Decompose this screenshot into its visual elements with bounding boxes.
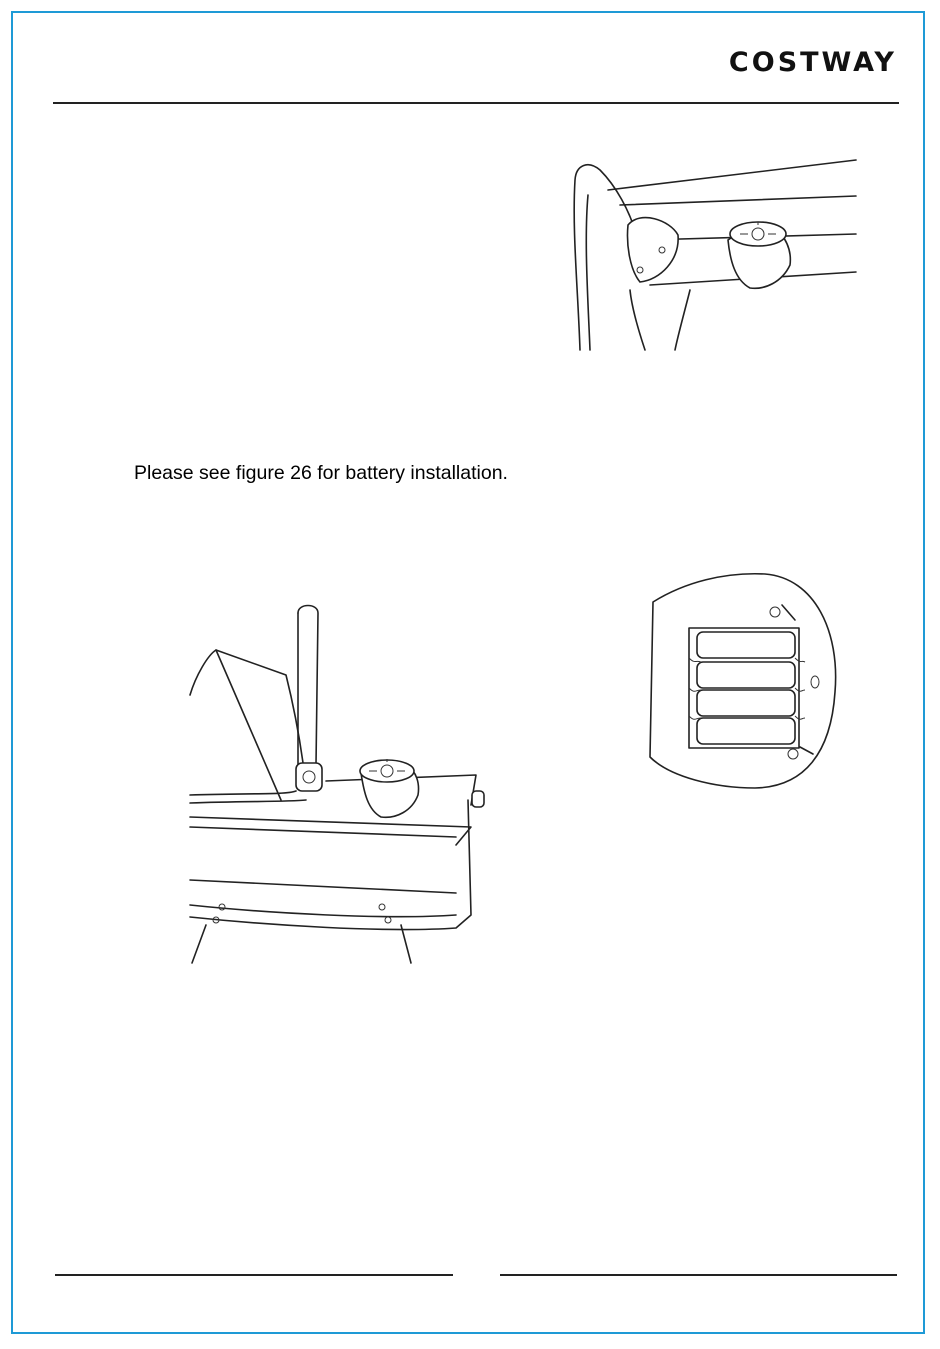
- brand-logo: COSTWAY: [728, 47, 897, 78]
- bassinet-with-controller-illustration: [186, 595, 496, 970]
- header-divider: [53, 102, 899, 104]
- battery-compartment-illustration: [645, 572, 845, 792]
- battery-instruction: Please see figure 26 for battery installation.: [134, 462, 508, 484]
- footer-divider-right: [500, 1274, 897, 1276]
- footer-divider-left: [55, 1274, 453, 1276]
- bassinet-rail-controller-illustration: [560, 150, 860, 360]
